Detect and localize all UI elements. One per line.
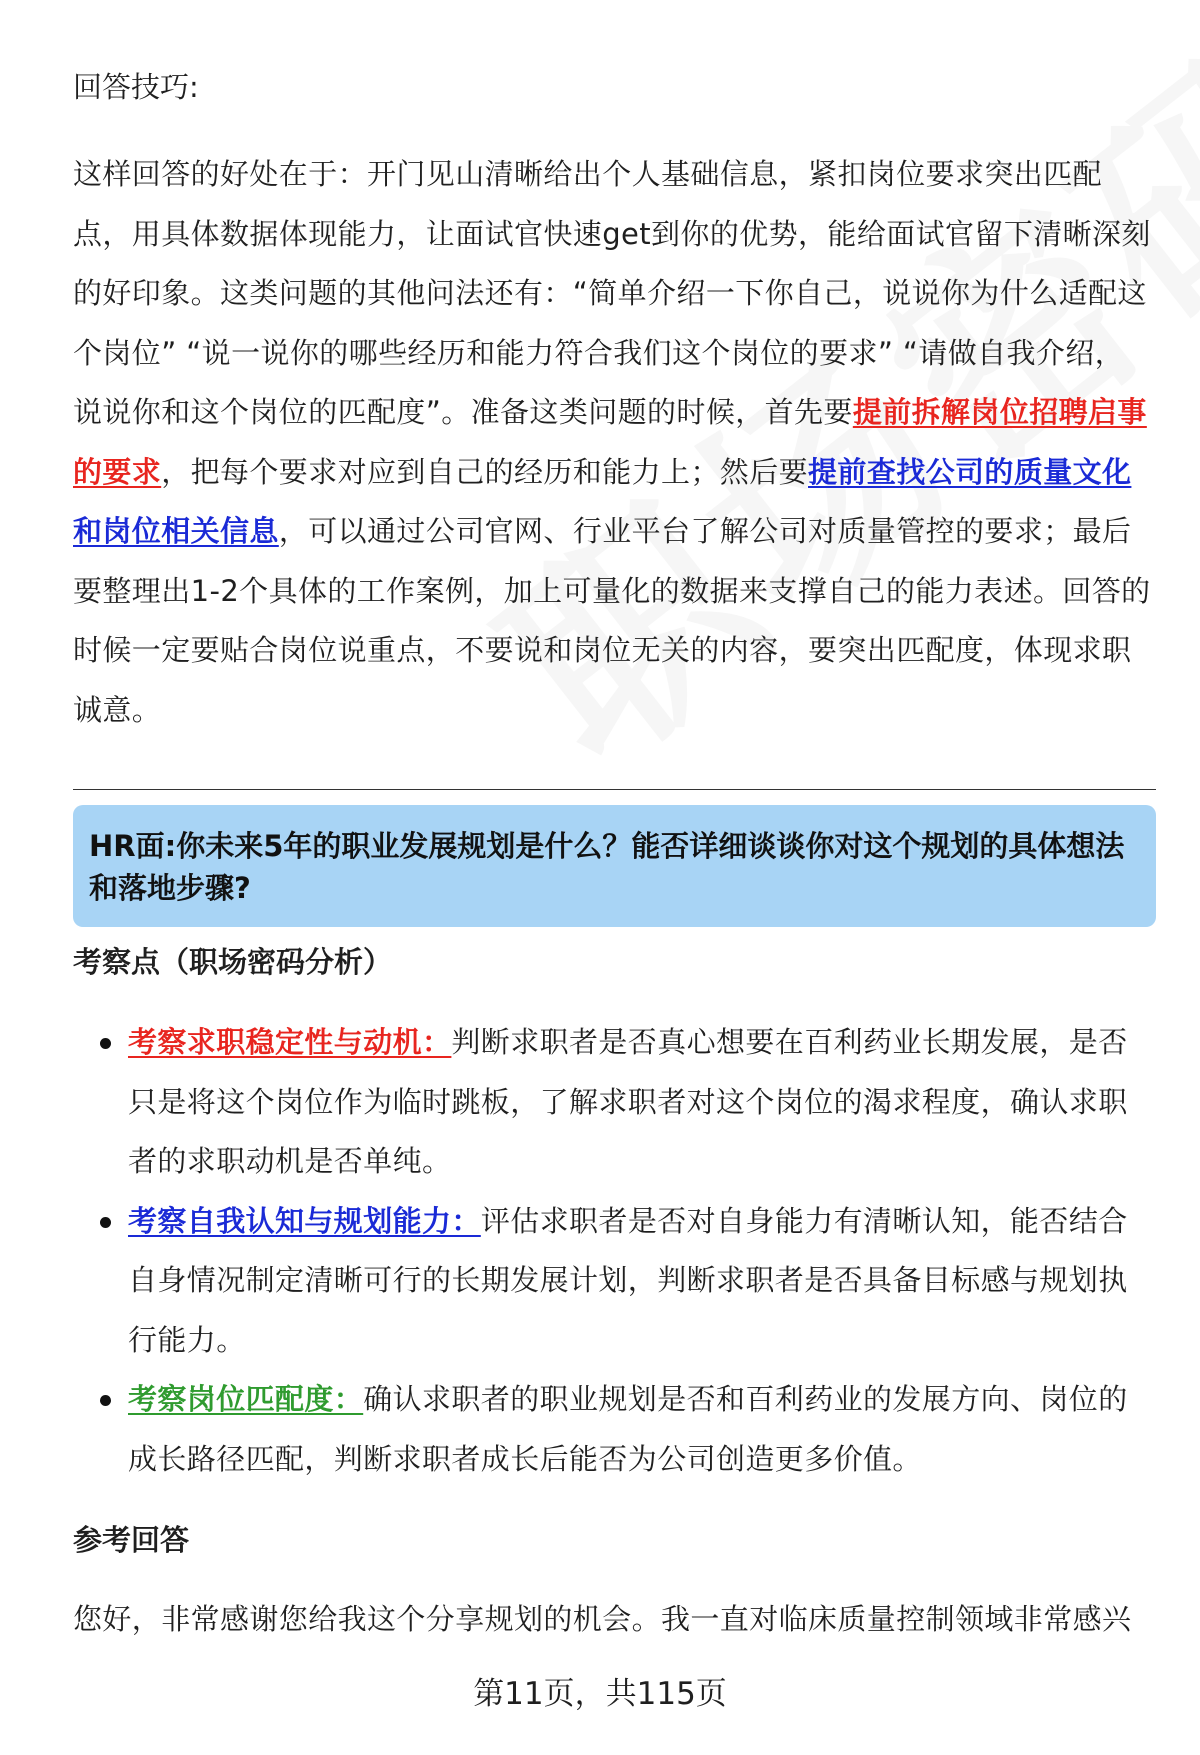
assessment-text: 判断求职者是否真心想要在百利药业长期发展，是否只是将这个岗位作为临时跳板，了解求职者对这个岗位的渴求程度，确认求职者的求职动机是否单纯。 [128, 1025, 1128, 1178]
tips-text-2: ，把每个要求对应到自己的经历和能力上；然后要 [161, 454, 809, 489]
section-divider [73, 789, 1156, 790]
tips-highlight-red: 提前拆解岗位招聘启事的要求 [73, 395, 1147, 489]
assessment-text: 评估求职者是否对自身能力有清晰认知，能否结合自身情况制定清晰可行的长期发展计划，判断求职者是否具备目标感与规划执行能力。 [128, 1203, 1128, 1357]
bullet-dot-icon [100, 1038, 111, 1049]
assessment-text: 确认求职者的职业规划是否和百利药业的发展方向、岗位的成长路径匹配，判断求职者成长后能否为公司创造更多价值。 [128, 1382, 1128, 1476]
tips-highlight-blue: 提前查找公司的质量文化和岗位相关信息 [73, 454, 1132, 548]
assessment-item [73, 1013, 1156, 1192]
page-number: 第11页，共115页 [473, 1676, 727, 1712]
tips-paragraph [73, 145, 1153, 740]
assessment-heading: 考察点（职场密码分析） [73, 945, 393, 979]
assessment-title-job-match: 考察岗位匹配度： [128, 1382, 364, 1416]
assessment-item [73, 1192, 1156, 1371]
assessment-item [73, 1370, 1156, 1489]
reference-heading: 参考回答 [73, 1523, 190, 1557]
question-box [73, 805, 1156, 927]
bullet-dot-icon [100, 1217, 111, 1228]
question-text: HR面:你未来5年的职业发展规划是什么？能否详细谈谈你对这个规划的具体想法和落地步骤? [89, 829, 1125, 905]
tips-text-3: ，可以通过公司官网、行业平台了解公司对质量管控的要求；最后要整理出1-2个具体的工作案例，加上可量化的数据来支撑自己的能力表述。回答的时候一定要贴合岗位说重点，不要说和岗位无关的内容，要突出匹配度，体现求职诚意。 [73, 514, 1151, 727]
assessment-title-stability: 考察求职稳定性与动机： [128, 1025, 452, 1059]
bullet-dot-icon [100, 1395, 111, 1406]
reference-answer: 您好，非常感谢您给我这个分享规划的机会。我一直对临床质量控制领域非常感兴 [73, 1602, 1132, 1636]
assessment-list [73, 1013, 1156, 1489]
assessment-title-self-awareness: 考察自我认知与规划能力： [128, 1203, 481, 1238]
tips-label: 回答技巧: [73, 70, 199, 104]
tips-text-1: 这样回答的好处在于：开门见山清晰给出个人基础信息，紧扣岗位要求突出匹配点，用具体数据体现能力，让面试官快速get到你的优势，能给面试官留下清晰深刻的好印象。这类问题的其他问法还有：“简单介绍一下你自己，说说你为什么适配这个岗位” “说一说你的哪些经历和能力符合我们这个岗位的要求” “请做自我介绍，说说你和这个岗位的匹配度”。准备这类问题的时候，首先要 [73, 157, 1151, 429]
